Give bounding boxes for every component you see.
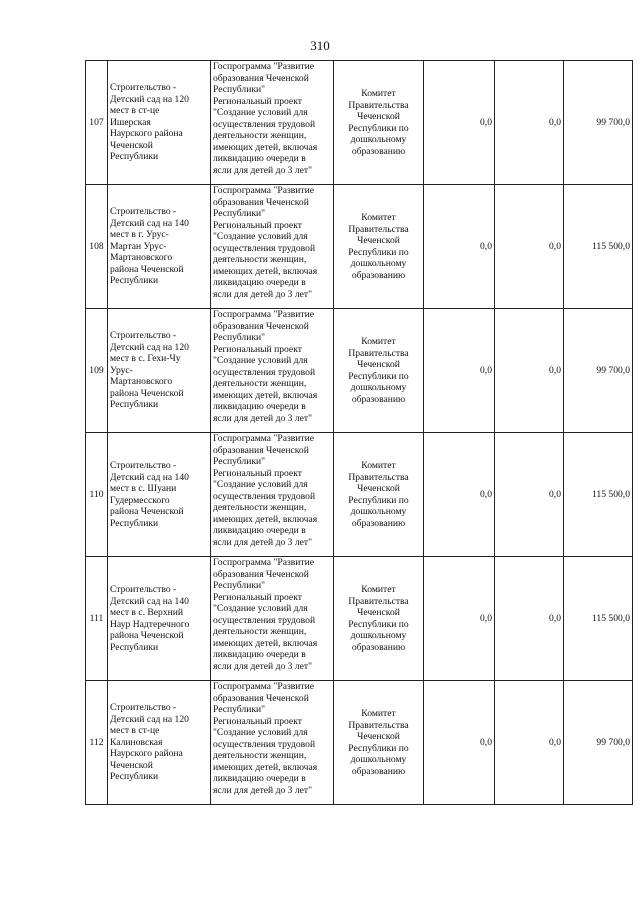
object-name-cell [108,681,211,805]
row-number: 109 [86,309,108,433]
agency-cell [334,433,424,557]
object-name-cell [108,557,211,681]
value-2: 0,0 [495,61,564,185]
agency-cell [334,309,424,433]
page-number: 310 [310,38,330,53]
program-cell [211,309,334,433]
value-2: 0,0 [495,681,564,805]
agency-cell [334,681,424,805]
value-1: 0,0 [424,433,495,557]
agency-text: Комитет Правительства Чеченской Республики по дошкольному образованию [348,460,409,529]
value-3: 115 500,0 [564,185,633,309]
program-text: Госпрограмма "Развитие образования Чеченской Республики" Региональный проект "Создание условий для осуществления трудовой деятельности женщин, имеющих детей, включая ликвидацию очереди в ясли для детей до 3 лет" [213,433,318,548]
program-text: Госпрограмма "Развитие образования Чеченской Республики" Региональный проект "Создание условий для осуществления трудовой деятельности женщин, имеющих детей, включая ликвидацию очереди в ясли для детей до 3 лет" [213,309,318,424]
table-row [86,433,633,557]
value-3: 99 700,0 [564,61,633,185]
agency-cell [334,61,424,185]
program-text: Госпрограмма "Развитие образования Чеченской Республики" Региональный проект "Создание условий для осуществления трудовой деятельности женщин, имеющих детей, включая ликвидацию очереди в ясли для детей до 3 лет" [213,681,318,796]
program-cell [211,433,334,557]
value-1: 0,0 [424,61,495,185]
program-cell [211,185,334,309]
value-3: 115 500,0 [564,433,633,557]
value-3: 99 700,0 [564,681,633,805]
row-number: 110 [86,433,108,557]
value-3: 115 500,0 [564,557,633,681]
row-number: 108 [86,185,108,309]
budget-table [85,60,633,805]
object-name: Строительство - Детский сад на 140 мест в с. Шуани Гудермесского района Чеченской Республики [110,460,189,529]
program-cell [211,557,334,681]
row-number: 107 [86,61,108,185]
table-row [86,681,633,805]
agency-text: Комитет Правительства Чеченской Республики по дошкольному образованию [348,336,409,405]
row-number: 111 [86,557,108,681]
table-row [86,61,633,185]
agency-text: Комитет Правительства Чеченской Республики по дошкольному образованию [348,708,409,777]
value-3: 99 700,0 [564,309,633,433]
value-2: 0,0 [495,433,564,557]
object-name: Строительство - Детский сад на 120 мест в с. Гехи-Чу Урус- Мартановского района Чеченской Республики [110,330,189,411]
table-row [86,185,633,309]
program-text: Госпрограмма "Развитие образования Чеченской Республики" Региональный проект "Создание условий для осуществления трудовой деятельности женщин, имеющих детей, включая ликвидацию очереди в ясли для детей до 3 лет" [213,61,318,176]
agency-cell [334,185,424,309]
program-cell [211,61,334,185]
agency-text: Комитет Правительства Чеченской Республики по дошкольному образованию [348,212,409,281]
object-name: Строительство - Детский сад на 120 мест в ст-це Калиновская Наурского района Чеченской Республики [110,702,189,783]
row-number: 112 [86,681,108,805]
object-name: Строительство - Детский сад на 140 мест в с. Верхний Наур Надтеречного района Чеченской Республики [110,584,190,653]
object-name-cell [108,309,211,433]
table-row [86,309,633,433]
program-text: Госпрограмма "Развитие образования Чеченской Республики" Региональный проект "Создание условий для осуществления трудовой деятельности женщин, имеющих детей, включая ликвидацию очереди в ясли для детей до 3 лет" [213,557,318,672]
object-name-cell [108,185,211,309]
program-text: Госпрограмма "Развитие образования Чеченской Республики" Региональный проект "Создание условий для осуществления трудовой деятельности женщин, имеющих детей, включая ликвидацию очереди в ясли для детей до 3 лет" [213,185,318,300]
object-name: Строительство - Детский сад на 120 мест в ст-це Ишерская Наурского района Чеченской Республики [110,82,189,163]
object-name: Строительство - Детский сад на 140 мест в г. Урус- Мартан Урус- Мартановского района Чеченской Республики [110,206,189,287]
object-name-cell [108,433,211,557]
value-1: 0,0 [424,557,495,681]
value-1: 0,0 [424,185,495,309]
value-1: 0,0 [424,309,495,433]
value-1: 0,0 [424,681,495,805]
agency-cell [334,557,424,681]
value-2: 0,0 [495,557,564,681]
agency-text: Комитет Правительства Чеченской Республики по дошкольному образованию [348,584,409,653]
agency-text: Комитет Правительства Чеченской Республики по дошкольному образованию [348,88,409,157]
object-name-cell [108,61,211,185]
value-2: 0,0 [495,309,564,433]
table-row [86,557,633,681]
value-2: 0,0 [495,185,564,309]
program-cell [211,681,334,805]
